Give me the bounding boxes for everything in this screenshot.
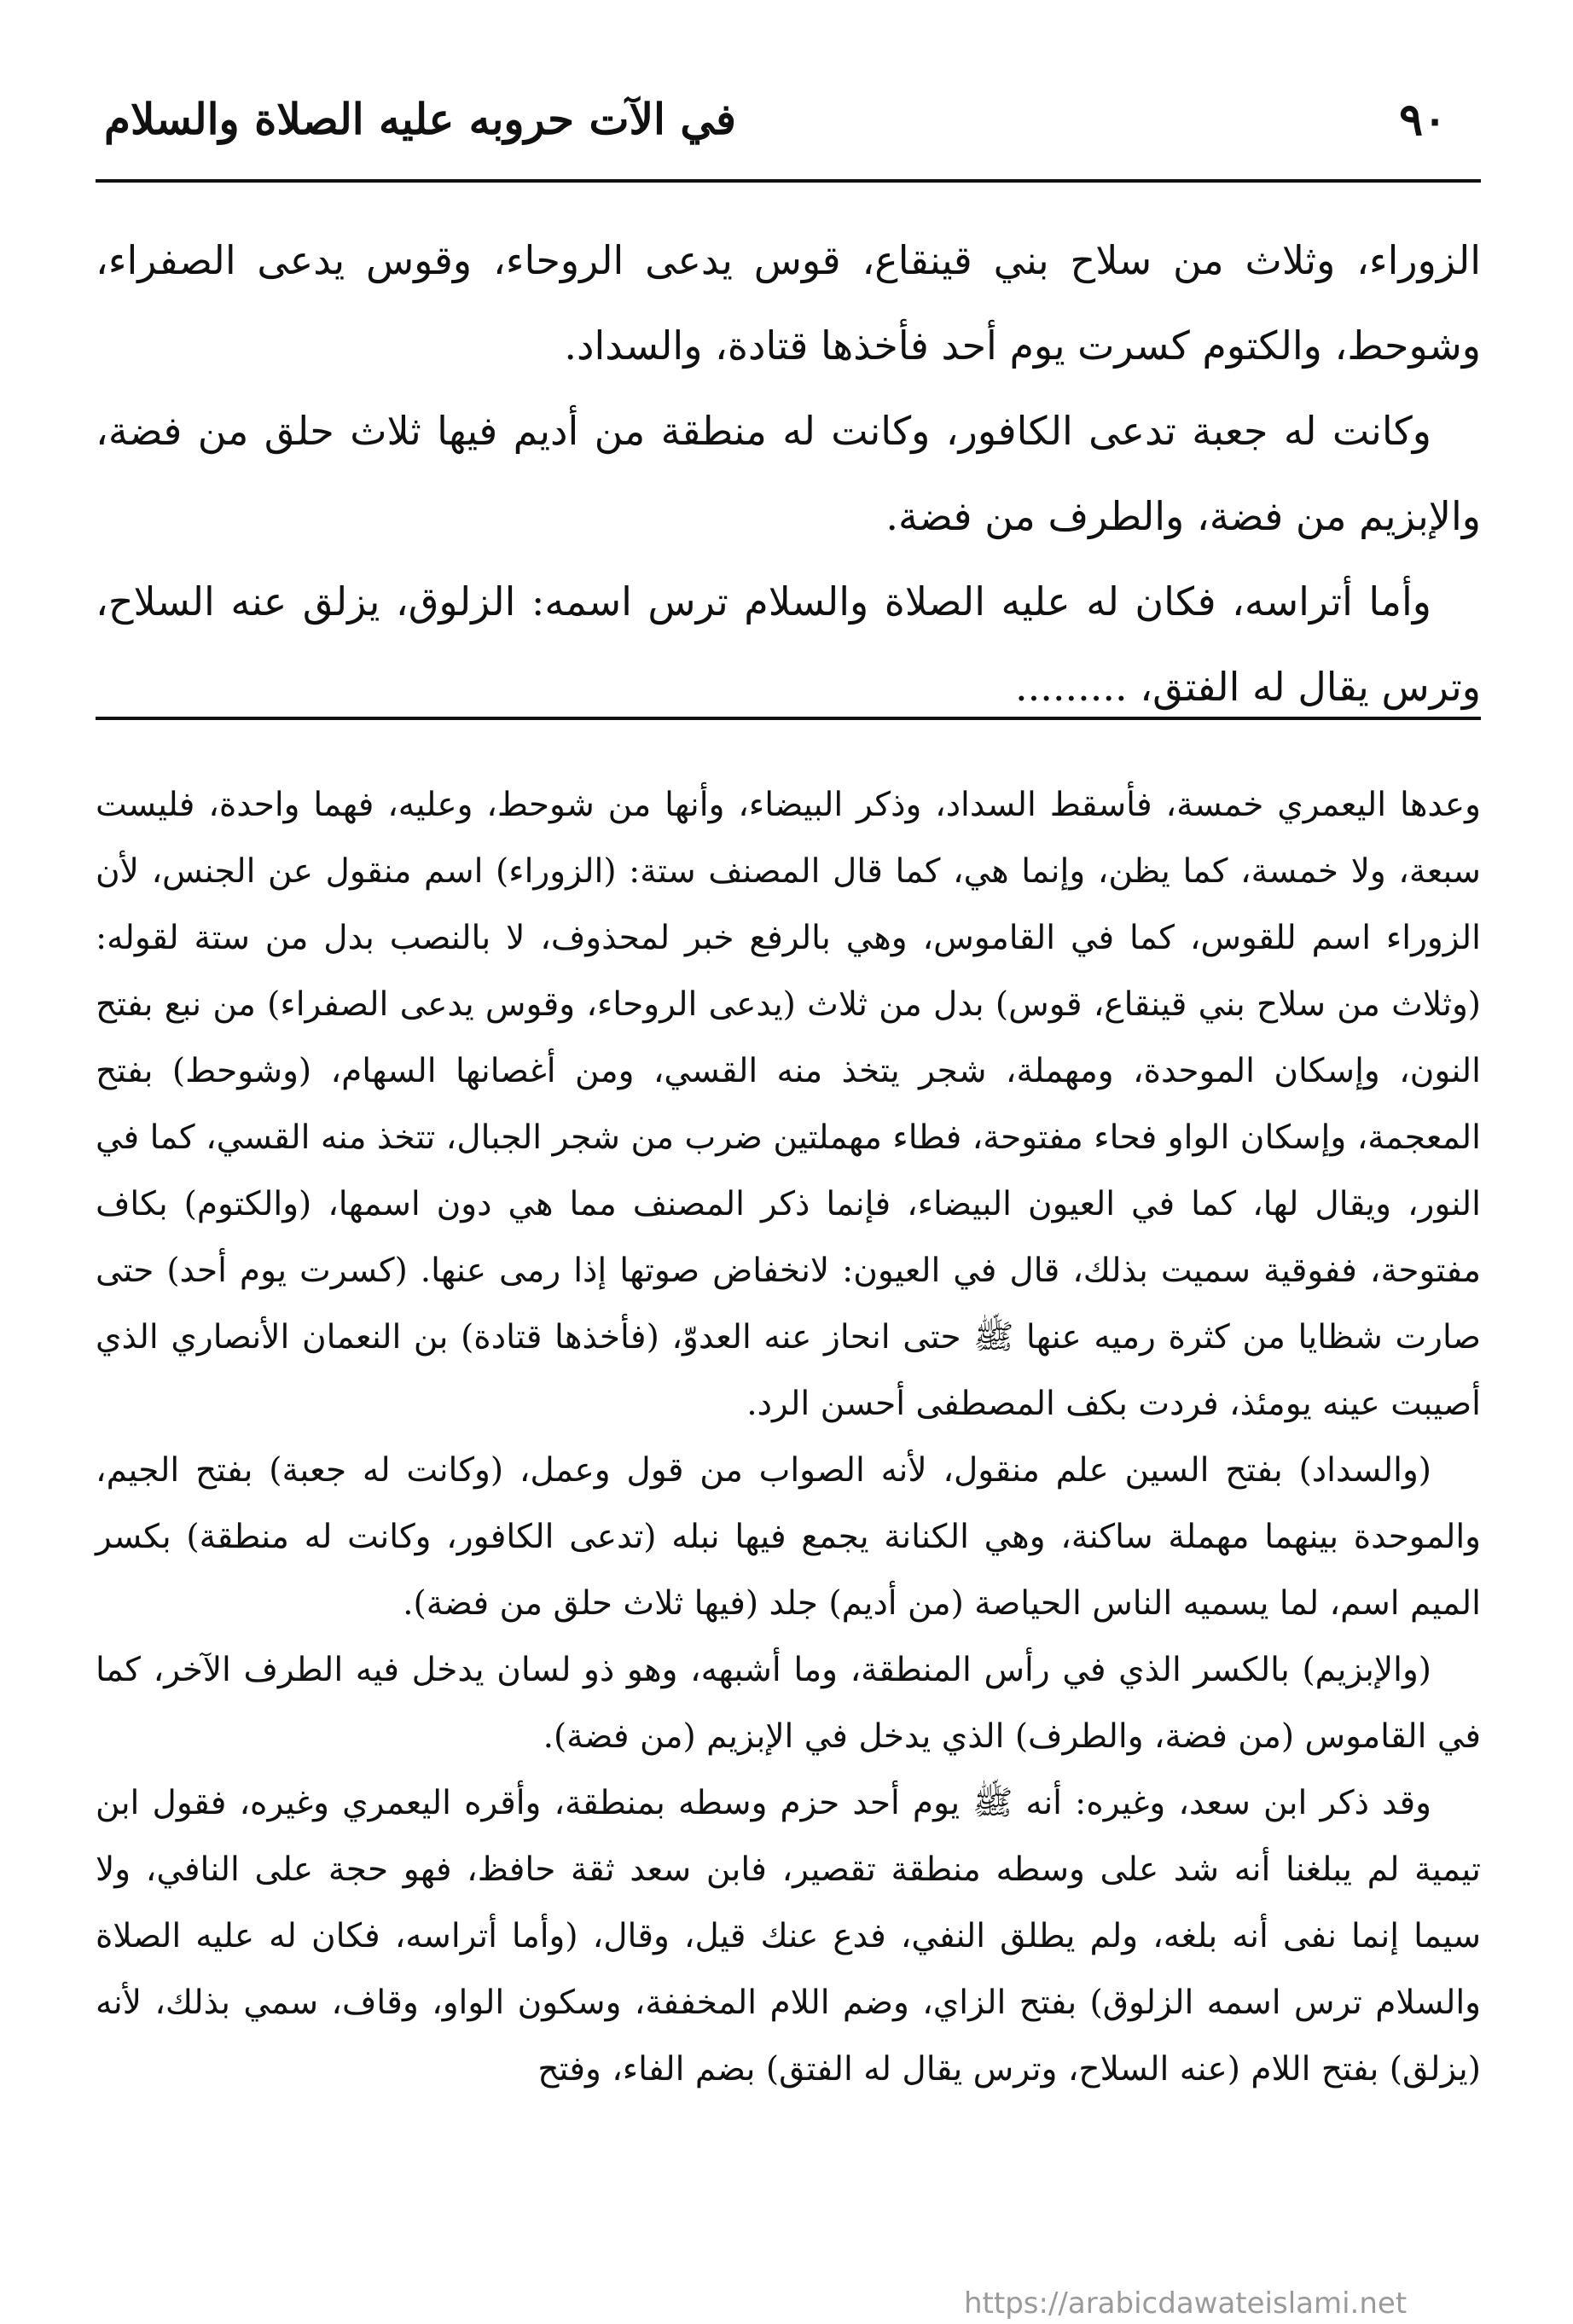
watermark-url: https://arabicdawateislami.net: [964, 2286, 1408, 2321]
running-title: في الآت حروبه عليه الصلاة والسلام: [104, 94, 736, 144]
section-divider: [96, 717, 1481, 720]
page-header: [96, 82, 1481, 159]
main-paragraph-2: وكانت له جعبة تدعى الكافور، وكانت له منطقة من أديم فيها ثلاث حلق من فضة، والإبزيم من فضة، والطرف من فضة.: [96, 408, 1481, 539]
commentary-paragraph-4: وقد ذكر ابن سعد، وغيره: أنه ﷺ يوم أحد حزم وسطه بمنطقة، وأقره اليعمري وغيره، فقول ابن تيمية لم يبلغنا أنه شد على وسطه منطقة تقصير، فابن سعد ثقة حافظ، فهو حجة على النافي، ولا سيما إنما نفى أنه بلغه، ولم يطلق النفي، فدع عنك قيل، وقال، (وأما أتراسه، فكان له عليه الصلاة والسلام ترس اسمه الزلوق) بفتح الزاي، وضم اللام المخففة، وسكون الواو، وقاف، سمي بذلك، لأنه (يزلق) بفتح اللام (عنه السلاح، وترس يقال له الفتق) بضم الفاء، وفتح: [96, 1784, 1481, 2089]
commentary-paragraph-3: (والإبزيم) بالكسر الذي في رأس المنطقة، وما أشبهه، وهو ذو لسان يدخل فيه الطرف الآخر، كما في القاموس (من فضة، والطرف) الذي يدخل في الإبزيم (من فضة).: [96, 1651, 1481, 1756]
main-paragraph-1: الزوراء، وثلاث من سلاح بني قينقاع، قوس يدعى الروحاء، وقوس يدعى الصفراء، وشوحط، والكتوم كسرت يوم أحد فأخذها قتادة، والسداد.: [96, 237, 1481, 369]
main-paragraph-3-text: وأما أتراسه، فكان له عليه الصلاة والسلام ترس اسمه: الزلوق، يزلق عنه السلاح، وترس يقال له الفتق،: [96, 578, 1481, 710]
commentary-paragraph-2: (والسداد) بفتح السين علم منقول، لأنه الصواب من قول وعمل، (وكانت له جعبة) بفتح الجيم، والموحدة بينهما مهملة ساكنة، وهي الكنانة يجمع فيها نبله (تدعى الكافور، وكانت له منطقة) بكسر الميم اسم، لما يسميه الناس الحياصة (من أديم) جلد (فيها ثلاث حلق من فضة).: [96, 1451, 1481, 1623]
page-number: ٩٠: [1399, 94, 1447, 146]
header-rule: [96, 179, 1481, 183]
commentary-paragraph-1: وعدها اليعمري خمسة، فأسقط السداد، وذكر البيضاء، وأنها من شوحط، وعليه، فهما واحدة، فليست سبعة، ولا خمسة، كما يظن، وإنما هي، كما قال المصنف ستة: (الزوراء) اسم منقول عن الجنس، لأن الزوراء اسم للقوس، كما في القاموس، وهي بالرفع خبر لمحذوف، لا بالنصب بدل من ستة لقوله: (وثلاث من سلاح بني قينقاع، قوس) بدل من ثلاث (يدعى الروحاء، وقوس يدعى الصفراء) من نبع بفتح النون، وإسكان الموحدة، ومهملة، شجر يتخذ منه القسي، ومن أغصانها السهام، (وشوحط) بفتح المعجمة، وإسكان الواو فحاء مفتوحة، فطاء مهملتين ضرب من شجر الجبال، تتخذ منه القسي، كما في النور، ويقال لها، كما في العيون البيضاء، فإنما ذكر المصنف مما هي دون اسمها، (والكتوم) بكاف مفتوحة، ففوقية سميت بذلك، قال في العيون: لانخفاض صوتها إذا رمى عنها. (كسرت يوم أحد) حتى صارت شظايا من كثرة رميه عنها ﷺ حتى انحاز عنه العدوّ، (فأخذها قتادة) بن النعمان الأنصاري الذي أصيبت عينه يومئذ، فردت بكف المصطفى أحسن الرد.: [96, 786, 1481, 1423]
commentary-text: [96, 772, 1481, 2103]
ellipsis-dots: .........: [1015, 664, 1128, 710]
main-text: [96, 218, 1481, 729]
main-paragraph-3: [96, 559, 1481, 729]
